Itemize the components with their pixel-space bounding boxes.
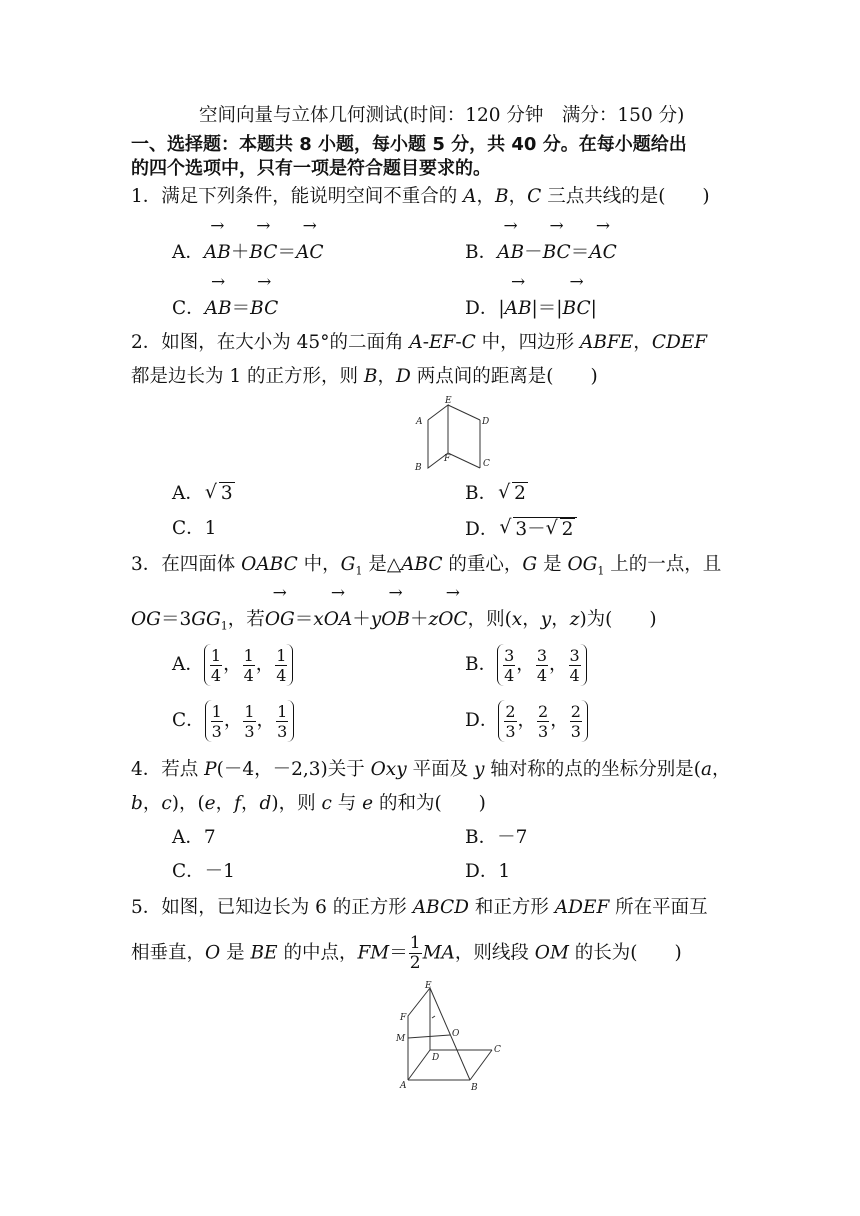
q3-option-b[interactable]: B． $\frac{3}{4}$ ， $\frac{3}{4}$ ， $\frac{3}{4}$ [465,644,587,686]
svg-text:E: E [445,396,452,406]
q5-stem-line2: 相垂直，O 是 BE 的中点，FM＝ $\frac{1}{2}$ MA，则线段 OM 的长为( ) [131,933,682,973]
q4-option-d[interactable]: D．1 [465,861,511,882]
q1-option-d[interactable]: D．|→ AB|＝|→ BC| [465,297,597,321]
svg-text:A: A [400,1081,407,1091]
section-heading-line2: 的四个选项中，只有一项是符合题目要求的。 [131,158,491,179]
q2-dihedral-figure [408,395,496,473]
q4-option-a[interactable]: A．7 [172,827,216,848]
q3-option-d[interactable]: D． $\frac{2}{3}$ ， $\frac{2}{3}$ ， $\frac{2}{3}$ [465,700,588,742]
q2-option-a[interactable]: A．√ 3 [172,482,235,506]
q2-stem-line2: 都是边长为 1 的正方形，则 B，D 两点间的距离是( ) [131,366,598,387]
svg-text:E: E [425,981,432,991]
q1-option-a[interactable]: A．→ AB＋→ BC＝→ AC [172,241,323,265]
section-heading-line1: 一、选择题：本题共 8 小题，每小题 5 分，共 40 分。在每小题给出 [131,134,687,155]
q2-option-b[interactable]: B．√ 2 [465,482,528,506]
q3-option-c[interactable]: C． $\frac{1}{3}$ ， $\frac{1}{3}$ ， $\frac{1}{3}$ [172,700,294,742]
page-title: 空间向量与立体几何测试(时间：120 分钟 满分：150 分) [199,105,685,126]
svg-text:F: F [400,1013,407,1023]
svg-text:C: C [483,459,490,469]
q3-stem-line2: $OG=3GG_1$，若→ OG＝x→ OA＋y→ OB＋z→ OC，则(x，y，z)为( ) [131,608,657,639]
svg-text:C: C [494,1045,501,1055]
q2-option-c[interactable]: C．1 [172,518,217,539]
q4-option-c[interactable]: C．－1 [172,861,235,882]
svg-text:B: B [471,1083,478,1092]
svg-text:B: B [415,463,422,473]
svg-text:O: O [452,1029,460,1039]
q2-option-d[interactable]: D．√ 3－√ 2 [465,517,577,542]
svg-text:A: A [416,417,423,427]
q1-option-b[interactable]: B．→ AB－→ BC＝→ AC [465,241,617,265]
q4-stem-line2: b，c)，(e，f，d)，则 c 与 e 的和为( ) [131,793,486,814]
svg-text:M: M [396,1034,406,1044]
q4-stem-line1: 4．若点 P(－4，－2,3)关于 Oxy 平面及 y 轴对称的点的坐标分别是(a， [131,759,731,780]
svg-text:D: D [482,417,490,427]
q5-stem-line1: 5．如图，已知边长为 6 的正方形 ABCD 和正方形 ADEF 所在平面互 [131,897,708,918]
q3-stem-line1: 3．在四面体 OABC 中，$G_1$ 是△ABC 的重心，G 是 $OG_1$ 上的一点，且 [131,554,722,578]
q1-stem: 1．满足下列条件，能说明空间不重合的 A，B，C 三点共线的是( ) [131,186,710,207]
q4-option-b[interactable]: B．－7 [465,827,528,848]
q5-perpendicular-squares-figure [392,980,510,1092]
q3-option-a[interactable]: A． $\frac{1}{4}$ ， $\frac{1}{4}$ ， $\frac{1}{4}$ [172,644,293,686]
q2-stem-line1: 2．如图，在大小为 45°的二面角 A-EF-C 中，四边形 ABFE，CDEF [131,332,708,353]
svg-text:F: F [444,454,451,464]
svg-text:D: D [432,1053,440,1063]
q1-option-c[interactable]: C．→ AB＝→ BC [172,297,278,321]
